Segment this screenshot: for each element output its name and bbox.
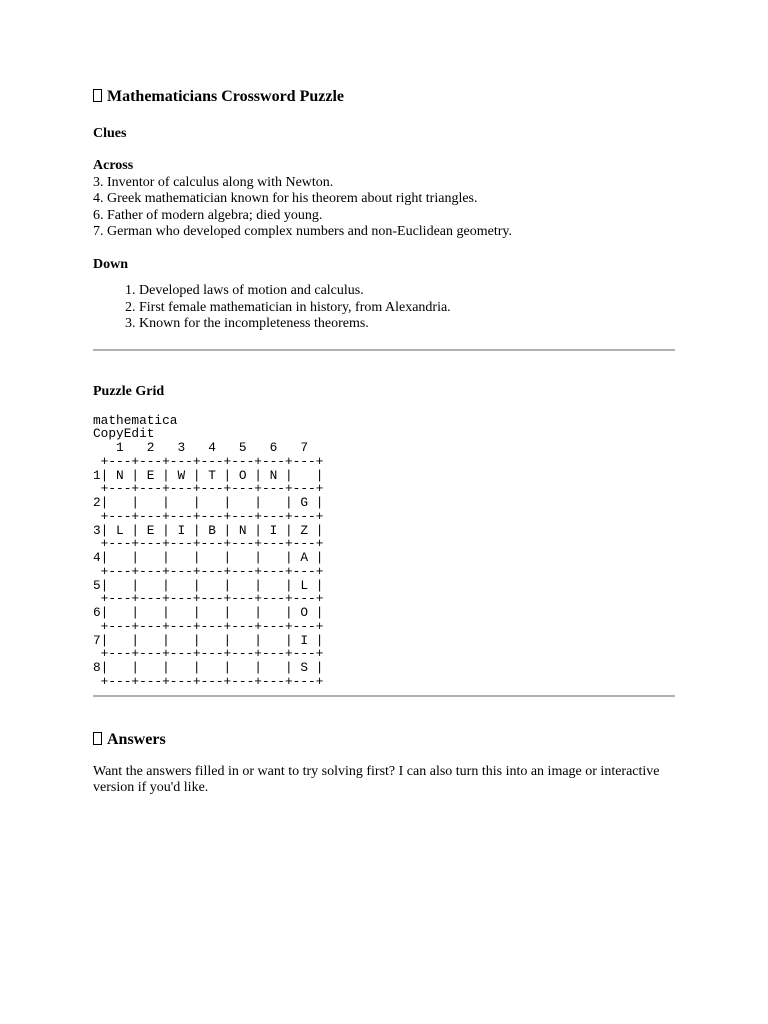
down-clues-list — [93, 283, 675, 333]
down-clue: 3. Known for the incompleteness theorems. — [139, 316, 675, 333]
grid-line: 6| | | | | | | O | — [93, 605, 324, 620]
across-clue: 7. German who developed complex numbers and non-Euclidean geometry. — [93, 224, 512, 239]
grid-line: 8| | | | | | | S | — [93, 660, 324, 675]
grid-line: +---+---+---+---+---+---+---+ — [93, 646, 324, 662]
grid-line: +---+---+---+---+---+---+---+ — [93, 453, 324, 469]
across-clue: 4. Greek mathematician known for his theorem about right triangles. — [93, 191, 478, 206]
grid-line: +---+---+---+---+---+---+---+ — [93, 481, 324, 497]
grid-line: 2| | | | | | | G | — [93, 495, 324, 510]
puzzle-icon — [93, 89, 102, 102]
page-title — [93, 86, 675, 108]
answers-heading-text: Answers — [107, 730, 166, 748]
page-title-text: Mathematicians Crossword Puzzle — [107, 88, 344, 105]
down-clue: 2. First female mathematician in history, from Alexandria. — [139, 300, 675, 317]
grid-line: 1 2 3 4 5 6 7 — [93, 440, 309, 455]
key-icon — [93, 732, 102, 745]
grid-line: 1| N | E | W | T | O | N | | — [93, 467, 324, 483]
grid-line: 4| | | | | | | A | — [93, 550, 324, 565]
answers-heading — [93, 729, 675, 751]
grid-line: +---+---+---+---+---+---+---+ — [93, 673, 324, 689]
grid-line: +---+---+---+---+---+---+---+ — [93, 618, 324, 634]
grid-line: 7| | | | | | | I | — [93, 632, 324, 648]
answers-text: Want the answers filled in or want to try solving first? I can also turn this into an image or interactive version if you'd like. — [93, 763, 660, 795]
down-heading: Down — [93, 256, 129, 272]
grid-line: +---+---+---+---+---+---+---+ — [93, 536, 324, 552]
document-content — [93, 86, 675, 797]
down-clue: 1. Developed laws of motion and calculus. — [139, 283, 675, 300]
across-clues-list — [93, 175, 675, 241]
grid-line: +---+---+---+---+---+---+---+ — [93, 508, 324, 524]
across-clue: 3. Inventor of calculus along with Newton. — [93, 174, 334, 190]
clues-heading: Clues — [93, 126, 127, 141]
across-clue: 6. Father of modern algebra; died young. — [93, 207, 323, 223]
crossword-grid — [93, 441, 675, 689]
copy-edit-button[interactable]: CopyEdit — [93, 426, 155, 442]
across-heading: Across — [93, 158, 134, 173]
grid-line: 5| | | | | | | L | — [93, 577, 324, 593]
grid-line: +---+---+---+---+---+---+---+ — [93, 591, 324, 607]
grid-line: 3| L | E | I | B | N | I | Z | — [93, 522, 324, 538]
grid-line: +---+---+---+---+---+---+---+ — [93, 563, 324, 579]
code-language-label: mathematica — [93, 412, 178, 428]
puzzle-grid-heading: Puzzle Grid — [93, 383, 165, 399]
